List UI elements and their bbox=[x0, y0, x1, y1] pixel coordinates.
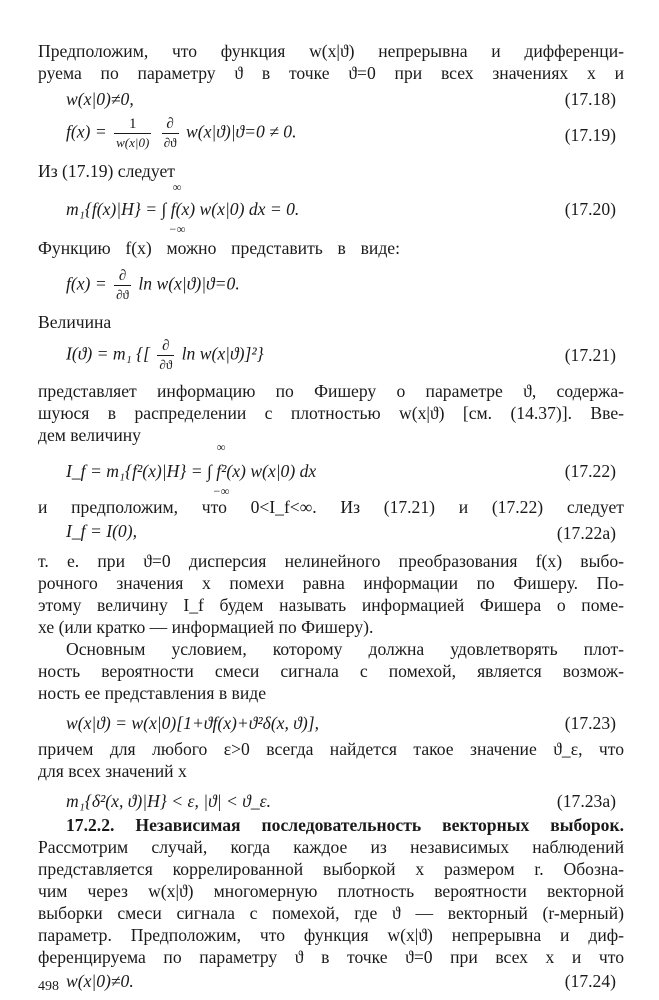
equation-number: (17.24) bbox=[564, 971, 616, 991]
equation: w(x|ϑ) = w(x|0)[1+ϑf(x)+ϑ²δ(x, ϑ)], bbox=[66, 713, 320, 733]
equation: w(x|0)≠0, bbox=[66, 89, 134, 109]
equation-number: (17.21) bbox=[564, 345, 616, 365]
equation: ∞ −∞ m₁{f(x)|H} = ∫ f(x) w(x|0) dx = 0. bbox=[66, 180, 300, 236]
equation: w(x|0)≠0. bbox=[66, 971, 134, 991]
equation: I_f = I(0), bbox=[66, 521, 137, 541]
text-line: параметр. Предположим, что функция w(x|ϑ) непрерывна и диф- bbox=[38, 925, 624, 945]
section-heading: 17.2.2. Независимая последовательность векторных выборок. bbox=[66, 815, 624, 835]
equation: ∞ −∞ I_f = m₁{f²(x)|H} = ∫ f²(x) w(x|0) dx bbox=[66, 440, 317, 498]
text-line: хе (или кратко — информацией по Фишеру). bbox=[38, 617, 374, 637]
text-line: представляет информацию по Фишеру о параметре ϑ, содержа- bbox=[38, 381, 624, 401]
equation-number: (17.22) bbox=[564, 461, 616, 481]
equation: I(ϑ) = m₁ {[ $\frac{\partial}{\partial ϑ}$ ln w(x|ϑ)]²} bbox=[66, 338, 264, 372]
text-line: выборки смеси сигнала с помехой, где ϑ — векторный (r-мерный) bbox=[38, 903, 624, 923]
text-line: ференцируема по параметру ϑ в точке ϑ=0 при всех x и что bbox=[38, 947, 624, 967]
equation-number: (17.19) bbox=[564, 125, 616, 145]
text-line: рочного значения x помехи равна информации по Фишеру. По- bbox=[38, 573, 624, 593]
equation-number: (17.20) bbox=[564, 199, 616, 219]
text-line: ность ее представления в виде bbox=[38, 683, 267, 703]
equation: f(x) = $\frac{\partial}{\partial ϑ}$ ln w(x|ϑ)|ϑ=0. bbox=[66, 268, 240, 302]
page-number: 498 bbox=[38, 979, 59, 994]
equation-number: (17.22a) bbox=[556, 523, 616, 543]
text-line: ность вероятности смеси сигнала с помехой, является возмож- bbox=[38, 661, 624, 681]
equation-number: (17.23) bbox=[564, 713, 616, 733]
equation-number: (17.23a) bbox=[556, 791, 616, 811]
text-line: причем для любого ε>0 всегда найдется такое значение ϑ_ε, что bbox=[38, 739, 624, 759]
text-line: представляется коррелированной выборкой x размером r. Обозна- bbox=[38, 859, 624, 879]
equation: f(x) = $\frac{1}{w(x|0)}$ $\frac{\partial}{\partial ϑ}$ w(x|ϑ)|ϑ=0 ≠ 0. bbox=[66, 116, 297, 150]
text-line: дем величину bbox=[38, 425, 141, 445]
text-line: руема по параметру ϑ в точке ϑ=0 при всех значениях x и bbox=[38, 63, 624, 83]
text-line: Из (17.19) следует bbox=[38, 161, 175, 181]
text-line: чим через w(x|ϑ) многомерную плотность вероятности векторной bbox=[38, 881, 624, 901]
text-line: шуюся в распределении с плотностью w(x|ϑ) [см. (14.37)]. Вве- bbox=[38, 403, 624, 423]
text-line: Рассмотрим случай, когда каждое из независимых наблюдений bbox=[38, 837, 624, 857]
text-line: для всех значений x bbox=[38, 761, 187, 781]
text-line: Функцию f(x) можно представить в виде: bbox=[38, 238, 400, 258]
text-line: т. е. при ϑ=0 дисперсия нелинейного преобразования f(x) выбо- bbox=[38, 551, 624, 571]
text-line: Величина bbox=[38, 312, 112, 332]
text-line: и предположим, что 0<I_f<∞. Из (17.21) и (17.22) следует bbox=[38, 497, 624, 517]
text-line: Основным условием, которому должна удовлетворять плот- bbox=[66, 639, 624, 659]
text-line: Предположим, что функция w(x|ϑ) непрерывна и дифференци- bbox=[38, 41, 624, 61]
text-line: этому величину I_f будем называть информацией Фишера о поме- bbox=[38, 595, 624, 615]
equation-number: (17.18) bbox=[564, 89, 616, 109]
equation: m₁{δ²(x, ϑ)|H} < ε, |ϑ| < ϑ_ε. bbox=[66, 791, 271, 811]
